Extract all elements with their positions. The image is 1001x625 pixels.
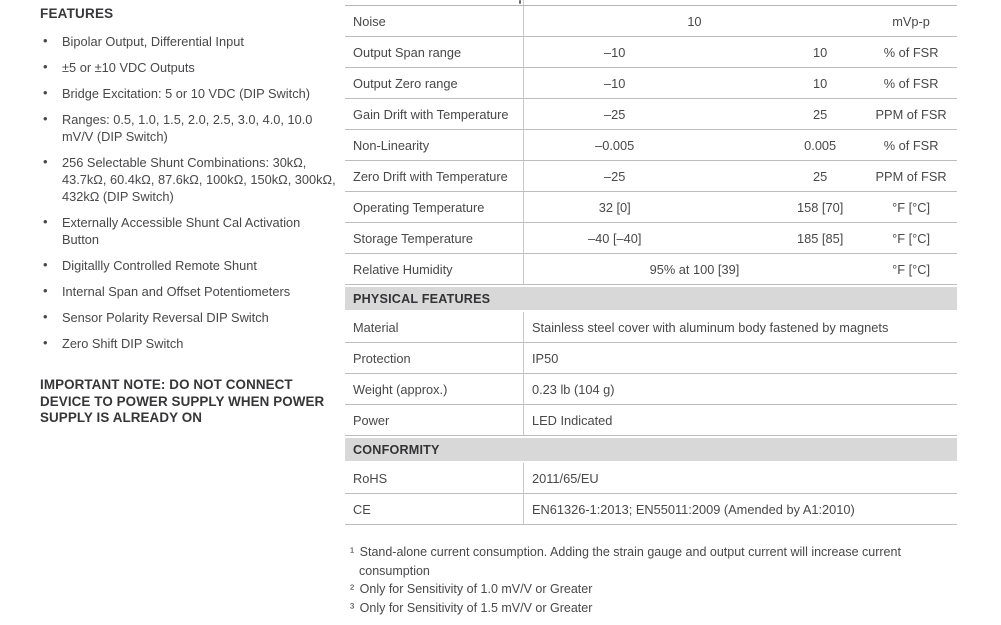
- spec-param: Output Zero range: [353, 75, 458, 91]
- spec-param: Operating Temperature: [353, 199, 485, 215]
- row-value: 0.23 lb (104 g): [523, 374, 957, 404]
- spec-values: [523, 6, 865, 36]
- bullet-icon: •: [43, 154, 48, 169]
- footnote-text: Only for Sensitivity of 1.0 mV/V or Greater: [359, 582, 593, 596]
- spec-param: Non-Linearity: [353, 137, 430, 153]
- row-value: LED Indicated: [523, 405, 957, 435]
- cropped-text-remnant: [519, 0, 521, 4]
- spec-row: [345, 223, 957, 254]
- feature-list-item: [40, 33, 340, 50]
- spec-max-value: 25: [813, 106, 828, 122]
- spec-max-value: 185 [85]: [797, 230, 844, 246]
- row-param: Material: [353, 319, 399, 335]
- spec-unit: mVp-p: [892, 13, 930, 29]
- spec-min-value: 32 [0]: [598, 199, 631, 215]
- spec-max-value: 0.005: [804, 137, 837, 153]
- feature-list-item: [40, 214, 340, 248]
- spec-row: [345, 161, 957, 192]
- section-band: [345, 287, 957, 310]
- spec-table-body: [345, 6, 957, 525]
- spec-row: [345, 6, 957, 37]
- features-heading: FEATURES: [40, 6, 114, 21]
- section-title: PHYSICAL FEATURES: [353, 291, 491, 306]
- feature-list-item: [40, 283, 340, 300]
- spec-unit: PPM of FSR: [875, 168, 947, 184]
- bullet-icon: •: [43, 59, 48, 74]
- spec-span-value: 10: [687, 13, 702, 29]
- table-row: [345, 374, 957, 405]
- column-divider: [523, 0, 524, 5]
- spec-param: Output Span range: [353, 44, 462, 60]
- feature-text: Sensor Polarity Reversal DIP Switch: [62, 310, 269, 325]
- footnote-marker: ²: [350, 582, 360, 596]
- feature-list-item: [40, 309, 340, 326]
- bullet-icon: •: [43, 257, 48, 272]
- spec-values: [523, 37, 865, 67]
- spec-max-value: 10: [813, 44, 828, 60]
- section-band: [345, 438, 957, 461]
- spec-unit: % of FSR: [883, 44, 939, 60]
- feature-text: Bridge Excitation: 5 or 10 VDC (DIP Switch): [62, 86, 310, 101]
- footnote: [350, 599, 916, 618]
- spec-param: Gain Drift with Temperature: [353, 106, 509, 122]
- bullet-icon: •: [43, 33, 48, 48]
- spec-min-value: –0.005: [595, 137, 635, 153]
- feature-list-item: [40, 111, 340, 145]
- spec-table: [345, 0, 957, 525]
- spec-row: [345, 130, 957, 161]
- spec-row: [345, 37, 957, 68]
- spec-row: [345, 68, 957, 99]
- feature-text: Bipolar Output, Differential Input: [62, 34, 244, 49]
- bullet-icon: •: [43, 283, 48, 298]
- footnote-marker: ³: [350, 600, 360, 615]
- feature-text: Zero Shift DIP Switch: [62, 336, 184, 351]
- spec-param: Relative Humidity: [353, 261, 453, 277]
- feature-list-item: [40, 257, 340, 274]
- spec-values: [523, 99, 865, 129]
- table-row: [345, 312, 957, 343]
- spec-row: [345, 254, 957, 285]
- feature-text: 256 Selectable Shunt Combinations: 30kΩ, 43.7kΩ, 60.4kΩ, 87.6kΩ, 100kΩ, 150kΩ, 300kΩ, 432kΩ (DIP Switch): [62, 155, 336, 204]
- spec-span-value: 95% at 100 [39]: [649, 261, 740, 277]
- spec-param: Zero Drift with Temperature: [353, 168, 508, 184]
- table-row: [345, 343, 957, 374]
- spec-min-value: –10: [604, 75, 626, 91]
- spec-unit: °F [°C]: [892, 261, 931, 277]
- spec-row: [345, 99, 957, 130]
- spec-min-value: –25: [604, 106, 626, 122]
- feature-text: Externally Accessible Shunt Cal Activation Button: [62, 215, 301, 247]
- footnote-text: Only for Sensitivity of 1.5 mV/V or Greater: [359, 600, 593, 615]
- bullet-icon: •: [43, 85, 48, 100]
- spec-unit: % of FSR: [883, 137, 939, 153]
- cropped-table-row: [345, 0, 957, 6]
- feature-text: Ranges: 0.5, 1.0, 1.5, 2.0, 2.5, 3.0, 4.0, 10.0 mV/V (DIP Switch): [62, 112, 313, 144]
- spec-param: Noise: [353, 13, 386, 29]
- spec-values: [523, 130, 865, 160]
- row-param: Power: [353, 412, 390, 428]
- row-value: 2011/65/EU: [523, 463, 957, 493]
- bullet-icon: •: [43, 111, 48, 126]
- spec-max-value: 10: [813, 75, 828, 91]
- row-param: Protection: [353, 350, 411, 366]
- row-value: IP50: [523, 343, 957, 373]
- spec-unit: °F [°C]: [892, 199, 931, 215]
- bullet-icon: •: [43, 214, 48, 229]
- important-note: IMPORTANT NOTE: DO NOT CONNECT DEVICE TO POWER SUPPLY WHEN POWER SUPPLY IS ALREADY ON: [40, 377, 325, 425]
- spec-row: [345, 192, 957, 223]
- bullet-icon: •: [43, 309, 48, 324]
- spec-values: [523, 254, 865, 284]
- row-param: CE: [353, 501, 371, 517]
- feature-list-item: [40, 335, 340, 352]
- feature-list-item: [40, 59, 340, 76]
- spec-values: [523, 68, 865, 98]
- footnote-marker: ¹: [350, 545, 360, 559]
- spec-min-value: –25: [604, 168, 626, 184]
- feature-text: ±5 or ±10 VDC Outputs: [62, 60, 195, 75]
- spec-values: [523, 223, 865, 253]
- feature-text: Internal Span and Offset Potentiometers: [62, 284, 291, 299]
- bullet-icon: •: [43, 335, 48, 350]
- table-row: [345, 405, 957, 436]
- spec-unit: PPM of FSR: [875, 106, 947, 122]
- spec-unit: °F [°C]: [892, 230, 931, 246]
- footnote: [350, 580, 916, 599]
- spec-values: [523, 192, 865, 222]
- footnote: [350, 543, 916, 580]
- row-value: Stainless steel cover with aluminum body fastened by magnets: [523, 312, 957, 342]
- spec-param: Storage Temperature: [353, 230, 473, 246]
- spec-unit: % of FSR: [883, 75, 939, 91]
- table-row: [345, 463, 957, 494]
- section-title: CONFORMITY: [353, 442, 440, 457]
- table-row: [345, 494, 957, 525]
- row-value: EN61326-1:2013; EN55011:2009 (Amended by A1:2010): [523, 494, 957, 524]
- feature-list-item: [40, 85, 340, 102]
- feature-text: Digitallly Controlled Remote Shunt: [62, 258, 257, 273]
- footnotes: [350, 543, 916, 617]
- features-column: [40, 6, 340, 427]
- spec-min-value: –10: [604, 44, 626, 60]
- row-param: RoHS: [353, 470, 388, 486]
- row-param: Weight (approx.): [353, 381, 448, 397]
- spec-min-value: –40 [–40]: [588, 230, 642, 246]
- spec-max-value: 158 [70]: [797, 199, 844, 215]
- feature-list-item: [40, 154, 340, 205]
- spec-values: [523, 161, 865, 191]
- footnote-text: Stand-alone current consumption. Adding the strain gauge and output current will increase current consumption: [359, 545, 901, 578]
- spec-max-value: 25: [813, 168, 828, 184]
- features-list: [40, 33, 340, 352]
